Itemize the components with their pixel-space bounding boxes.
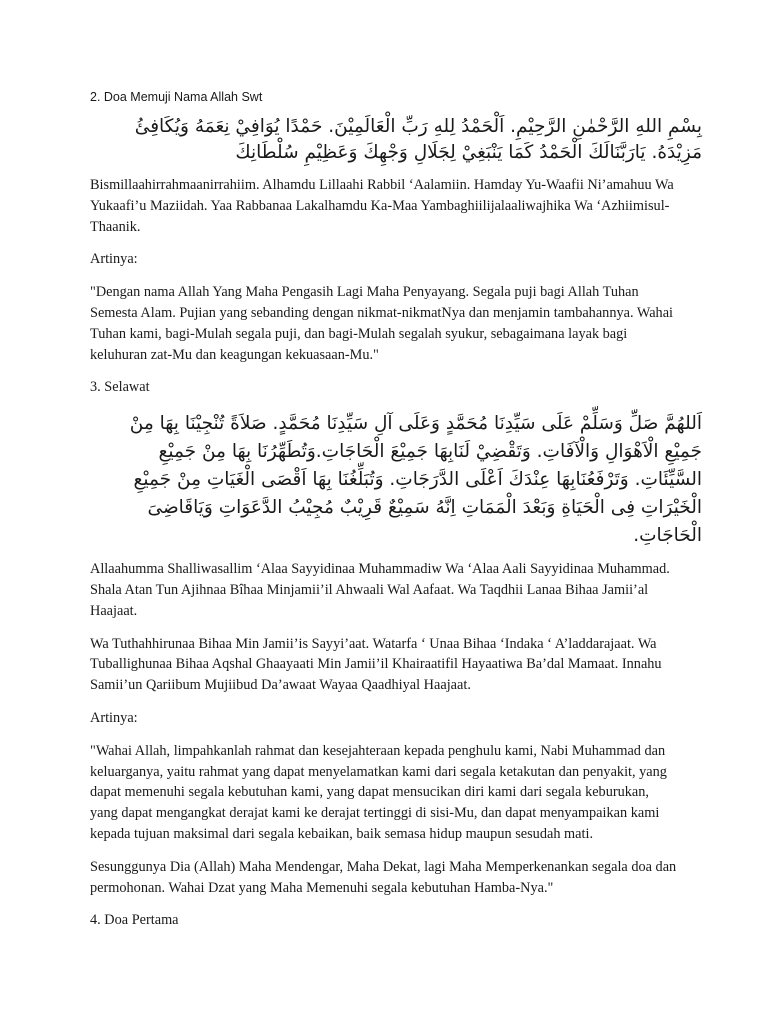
transliteration-doa-memuji: Bismillaahirrahmaanirrahiim. Alhamdu Lillaahi Rabbil ‘Aalamiin. Hamday Yu-Waafii Ni’amahuu Wa Yukaafi’u Maziidah. Yaa Rabbanaa Lakalhamdu Ka-Maa Yambaghiilijalaaliwajhika Wa ‘Azhiimisul-Thaanik. <box>90 177 674 235</box>
translation-selawat-1: "Wahai Allah, limpahkanlah rahmat dan kesejahteraan kepada penghulu kami, Nabi Muhammad dan keluarganya, yaitu rahmat yang dapat menyelamatkan kami dari segala ketakutan dan penyakit, yang dapat memenuhi segala kebutuhan kami, yang dapat mensucikan diri kami dari segala keburukan, yang dapat mengangkat derajat kami ke derajat tertinggi di sisi-Mu, dan dapat menyampaikan kami kepada tujuan maksimal dari segala kebaikan, baik semasa hidup maupun sesudah mati. <box>90 742 667 842</box>
translation-selawat-2: Sesunggunya Dia (Allah) Maha Mendengar, Maha Dekat, lagi Maha Memperkenankan segala doa dan permohonan. Wahai Dzat yang Maha Memenuhi segala kebutuhan Hamba-Nya." <box>90 858 677 896</box>
document-page <box>90 88 702 943</box>
transliteration-selawat-2: Wa Tuthahhirunaa Bihaa Min Jamii’is Sayyi’aat. Watarfa ‘ Unaa Bihaa ‘Indaka ‘ A’laddarajaat. Wa Tuballighunaa Bihaa Aqshal Ghaayaati Min Jamii’il Khairaatifil Hayaatiwa Ba’dal Mamaat. Innahu Samii’un Qariibum Mujiibud Da’awaat Wayaa Qaadhiyal Haajaat. <box>90 635 662 694</box>
translation-doa-memuji: "Dengan nama Allah Yang Maha Pengasih Lagi Maha Penyayang. Segala puji bagi Allah Tuhan Semesta Alam. Pujian yang sebanding dengan nikmat-nikmatNya dan menjamin tambahannya. Wahai Tuhan kami, bagi-Mulah segala puji, dan bagi-Mulah segalah syukur, sebagaimana layak bagi keluhuran zat-Mu dan keagungan kekuasaan-Mu." <box>90 284 674 363</box>
arabic-text-selawat: اَللهُمَّ صَلِّ وَسَلِّمْ عَلَى سَيِّدِنَا مُحَمَّدٍ وَعَلَى آلِ سَيِّدِنَا مُحَمَّدٍ. صَلاَةً تُنْجِيْنَا بِهَا مِنْ جَمِيْعِ الْاَهْوَالِ وَالْآفَاتِ. وَتَقْضِيْ لَنَابِهَا جَمِيْعَ الْحَاجَاتِ.وَتُطَهِّرُنَا بِهَا مِنْ جَمِيْعِ السَّيِّئَاتِ. وَتَرْفَعُنَابِهَا عِنْدَكَ اَعْلَى الدَّرَجَاتِ. وَتُبَلِّغُنَا بِهَا اَقْصَى الْغَيَاتِ مِنْ جَمِيْعِ الْخَيْرَاتِ فِى الْحَيَاةِ وَبَعْدَ الْمَمَاتِ اِنَّهُ سَمِيْعٌ قَرِيْبٌ مُجِيْبُ الدَّعَوَاتِ وَيَاقَاضِىَ الْحَاجَاتِ. <box>129 413 702 547</box>
transliteration-selawat-1: Allaahumma Shalliwasallim ‘Alaa Sayyidinaa Muhammadiw Wa ‘Alaa Aali Sayyidinaa Muhammad. Shala Atan Tun Ajihnaa Bîhaa Minjamii’il Ahwaali Wal Aafaat. Wa Taqdhii Lanaa Bihaa Jamii’al Haajaat. <box>90 561 670 619</box>
section-heading-selawat: 3. Selawat <box>90 379 150 396</box>
artinya-label-selawat: Artinya: <box>90 709 138 726</box>
artinya-label-doa-memuji: Artinya: <box>90 251 138 268</box>
section-heading-doa-memuji: 2. Doa Memuji Nama Allah Swt <box>90 90 263 104</box>
section-heading-doa-pertama: 4. Doa Pertama <box>90 912 179 929</box>
arabic-text-doa-memuji: بِسْمِ اللهِ الرَّحْمٰنِ الرَّحِيْمِ. اَلْحَمْدُ لِلهِ رَبِّ الْعَالَمِيْنَ. حَمْدًا يُوَافِيْ نِعَمَهُ وَيُكَافِئُ مَزِيْدَهُ. يَارَبَّنَالَكَ الْحَمْدُ كَمَا يَنْبَغِيْ لِجَلَالِ وَجْهِكَ وَعَظِيْمِ سُلْطَانِكَ <box>134 116 702 163</box>
